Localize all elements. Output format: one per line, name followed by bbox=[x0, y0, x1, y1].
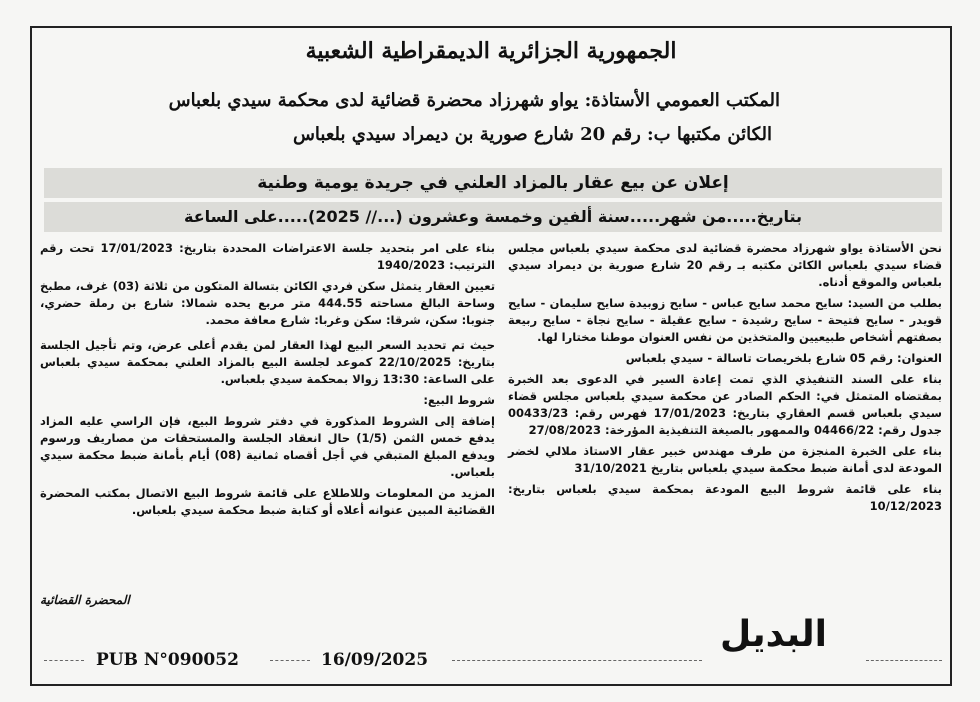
paragraph: بناء على السند التنفيذي الذي تمت إعادة السير في الدعوى بعد الخبرة بمقتضاه المتمثل في: الحكم الصادر عن محكمة سيدي بلعباس مجلس قضاء سيدي بلعباس قسم العقاري بتاريخ: 17/01/2023 فهرس رقم: 00433/23 جدول رقم: 04466/22 والممهور بالصيغة التنفيذية المؤرخة: 27/08/2023 bbox=[508, 372, 942, 437]
bailiff-signature: المحضرة القضائية bbox=[40, 593, 130, 607]
footer-divider bbox=[44, 660, 84, 661]
footer-divider bbox=[866, 660, 942, 661]
notice-date-line: بتاريخ.....من شهر.....سنة ألفين وخمسة وعشرون (...// 2025).....على الساعة bbox=[44, 202, 942, 232]
paragraph: العنوان: رقم 05 شارع بلخريصات تاسالة - سيدي بلعباس bbox=[625, 351, 942, 365]
paragraph: بناء على امر بتحديد جلسة الاعتراضات المحددة بتاريخ: 17/01/2023 تحت رقم الترتيب: 1940/2023 bbox=[40, 241, 495, 272]
paragraph: المزيد من المعلومات وللاطلاع على قائمة شروط البيع الاتصال بمكتب المحضرة القضائية المبين عنوانه أعلاه أو كتابة ضبط محكمة سيدي بلعباس. bbox=[40, 486, 495, 517]
paragraph: شروط البيع: bbox=[423, 393, 495, 407]
paragraph: إضافة إلى الشروط المذكورة في دفتر شروط البيع، فإن الراسي عليه المزاد يدفع خمس الثمن (1/5) حال انعقاد الجلسة والمستحقات من مصاريف ورسوم ويدفع المبلغ المتبقي في أجل أقصاه ثمانية (08) أيام بأمانة ضبط محكمة سيدي بلعباس. bbox=[40, 414, 495, 479]
footer-divider bbox=[452, 660, 702, 661]
footer-divider bbox=[270, 660, 310, 661]
office-line: المكتب العمومي الأستاذة: يواو شهرزاد محضرة قضائية لدى محكمة سيدي بلعباس bbox=[168, 90, 780, 111]
left-column bbox=[40, 240, 495, 523]
right-column bbox=[508, 240, 942, 519]
pub-number: PUB N°090052 bbox=[96, 650, 239, 670]
republic-title: الجمهورية الجزائرية الديمقراطية الشعبية bbox=[305, 38, 677, 64]
publication-date: 16/09/2025 bbox=[321, 650, 429, 670]
paragraph: بطلب من السيد: سايح محمد سايح عباس - سايح زوبيدة سايح سليمان - سايح قويدر - سايح فتيحة - سايح رشيدة - سايح عقيلة - سايح نجاة - سايح ربيعة بصفتهم أشخاص طبيعيين والمتخذين من نفس العنوان موطنا مختارا لها. bbox=[508, 296, 942, 344]
paragraph: نحن الأستاذة يواو شهرزاد محضرة قضائية لدى محكمة سيدي بلعباس مجلس قضاء سيدي بلعباس الكائن مكتبه بـ رقم 20 شارع صورية بن ديمراد سيدي بلعباس والموقع أدناه. bbox=[508, 241, 942, 289]
paragraph: حيث تم تحديد السعر البيع لهذا العقار لمن يقدم أعلى عرض، وتم تأجيل الجلسة بتاريخ: 22/10/2025 كموعد لجلسة البيع بالمزاد العلني بمحكمة سيدي بلعباس على الساعة: 13:30 زوالا بمحكمة سيدي بلعباس. bbox=[40, 338, 495, 386]
paragraph: بناء على قائمة شروط البيع المودعة بمحكمة سيدي بلعباس بتاريخ: 10/12/2023 bbox=[508, 482, 942, 513]
address-line: الكائن مكتبها ب: رقم 20 شارع صورية بن ديمراد سيدي بلعباس bbox=[292, 124, 772, 145]
notice-title: إعلان عن بيع عقار بالمزاد العلني في جريدة يومية وطنية bbox=[44, 168, 942, 198]
paragraph: بناء على الخبرة المنجزة من طرف مهندس خبير عقار الاستاذ ملالي لخضر المودعة لدى أمانة ضبط محكمة سيدي بلعباس بتاريخ 31/10/2021 bbox=[508, 444, 942, 475]
newspaper-logo: البديل bbox=[720, 614, 827, 655]
paragraph: تعيين العقار يتمثل سكن فردي الكائن بتسالة المتكون من ثلاثة (03) غرف، مطبخ وساحة البالغ مساحته 444.55 متر مربع يحده شمالا: شارع بن رملة حضري، جنوبا: سكن، شرقا: سكن وغربا: شارع معافة محمد. bbox=[40, 279, 496, 327]
